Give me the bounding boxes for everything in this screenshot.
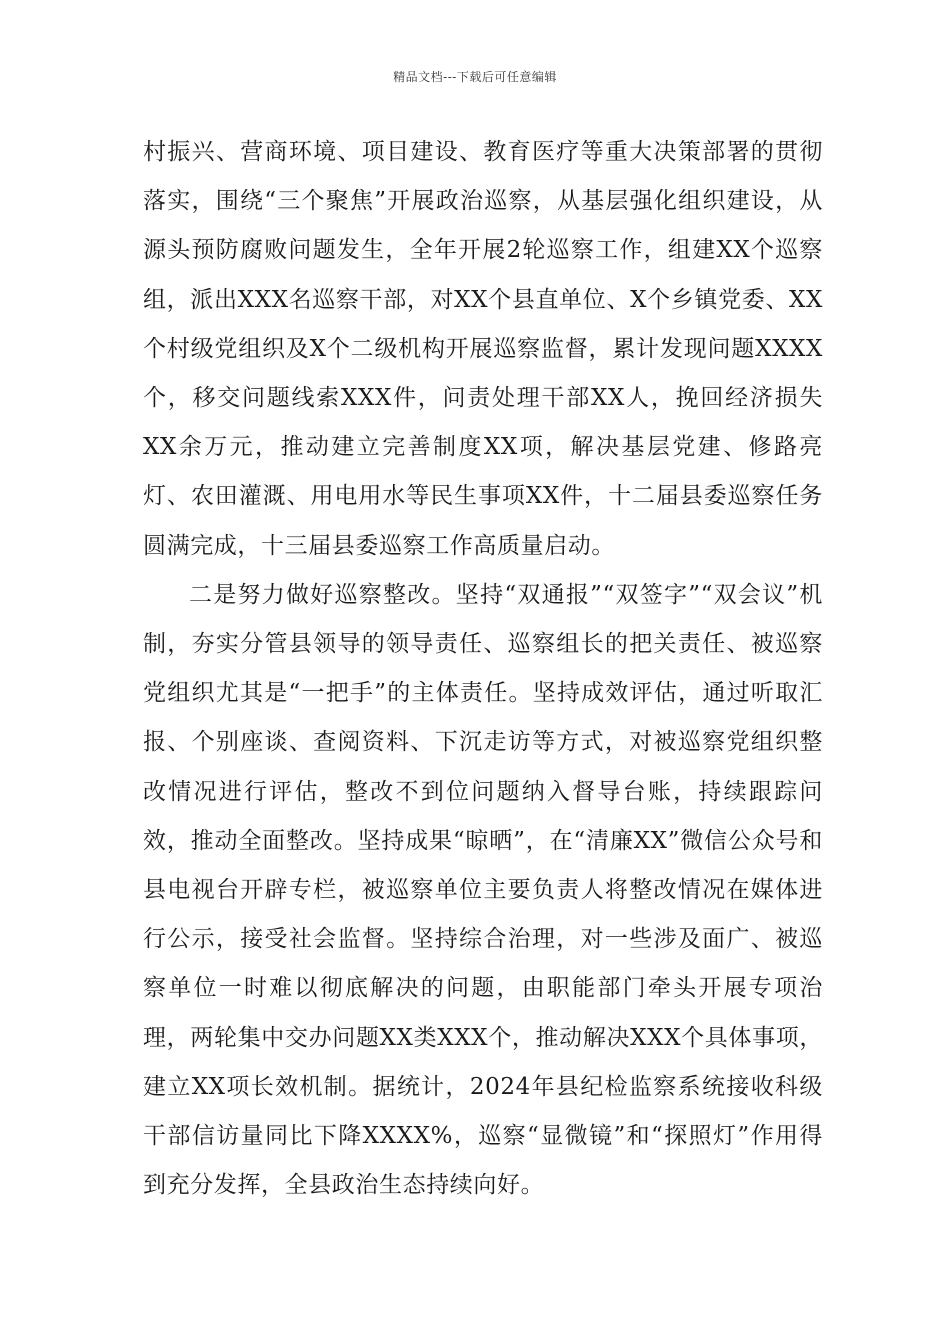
running-header: 精品文档---下载后可任意编辑 (393, 70, 557, 84)
paragraph-inspection-rectification: 二是努力做好巡察整改。坚持“双通报”“双签字”“双会议”机制，夯实分管县领导的领导责任、巡察组长的把关责任、被巡察党组织尤其是“一把手”的主体责任。坚持成效评估，通过听取汇报、个别座谈、查阅资料、下沉走访等方式，对被巡察党组织整改情况进行评估，整改不到位问题纳入督导台账，持续跟踪问效，推动全面整改。坚持成果“晾晒”，在“清廉XX”微信公众号和县电视台开辟专栏，被巡察单位主要负责人将整改情况在媒体进行公示，接受社会监督。坚持综合治理，对一些涉及面广、被巡察单位一时难以彻底解决的问题，由职能部门牵头开展专项治理，两轮集中交办问题XX类XXX个，推动解决XXX个具体事项，建立XX项长效机制。据统计，2024年县纪检监察系统接收科级干部信访量同比下降XXXX%，巡察“显微镜”和“探照灯”作用得到充分发挥，全县政治生态持续向好。 (143, 581, 823, 1199)
paragraph-continued: 村振兴、营商环境、项目建设、教育医疗等重大决策部署的贯彻落实，围绕“三个聚焦”开展政治巡察，从基层强化组织建设，从源头预防腐败问题发生，全年开展2轮巡察工作，组建XX个巡察组，派出XXX名巡察干部，对XX个县直单位、X个乡镇党委、XX个村级党组织及X个二级机构开展巡察监督，累计发现问题XXXX个，移交问题线索XXX件，问责处理干部XX人，挽回经济损失XX余万元，推动建立完善制度XX项，解决基层党建、修路亮灯、农田灌溉、用电用水等民生事项XX件，十二届县委巡察任务圆满完成，十三届县委巡察工作高质量启动。 (143, 139, 823, 559)
document-body (143, 128, 823, 1210)
